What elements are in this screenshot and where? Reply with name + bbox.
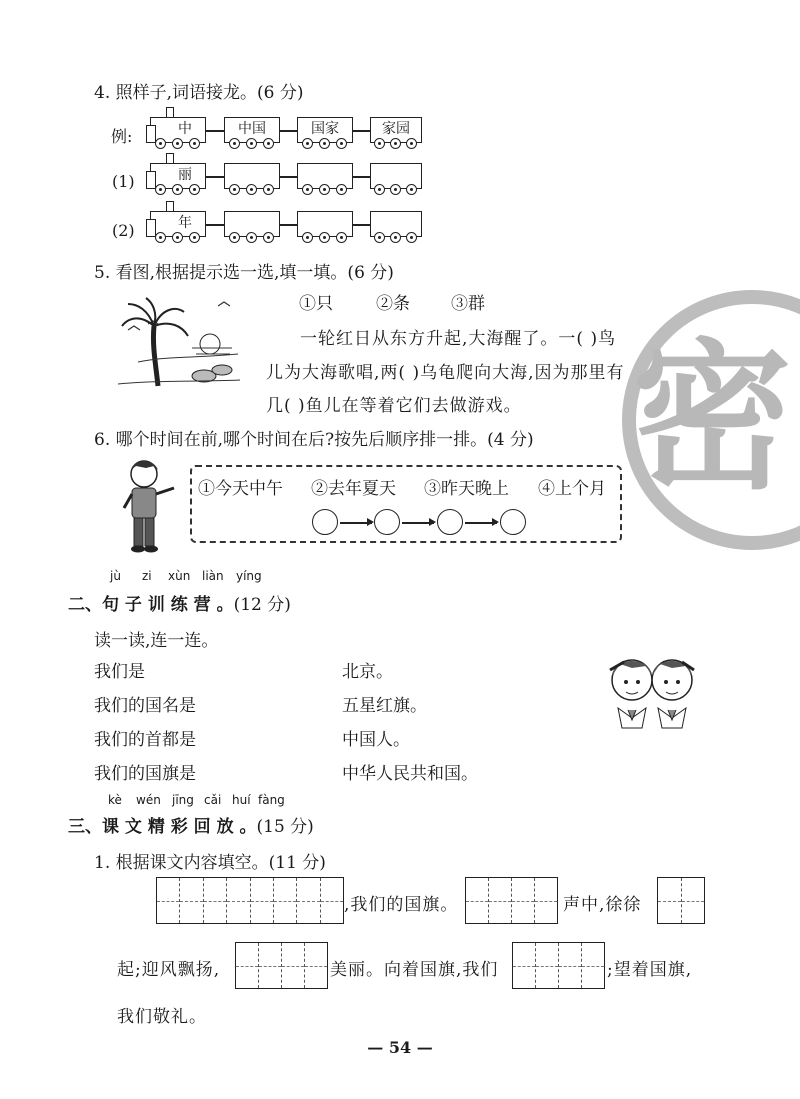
order-circle-4[interactable] bbox=[500, 509, 526, 535]
wheel-icon bbox=[319, 138, 330, 149]
sec2-instruction: 读一读,连一连。 bbox=[94, 631, 219, 651]
sec3-pinyin-5: huí bbox=[232, 793, 251, 807]
wheel-icon bbox=[319, 184, 330, 195]
order-circle-3[interactable] bbox=[437, 509, 463, 535]
wheel-icon bbox=[155, 184, 166, 195]
sec2-left-3: 我们的首都是 bbox=[94, 730, 196, 750]
q5-option-3: ③群 bbox=[451, 294, 485, 314]
wheel-icon bbox=[246, 232, 257, 243]
wheel-icon bbox=[229, 232, 240, 243]
wheel-icon bbox=[302, 138, 313, 149]
fill-grid-3[interactable] bbox=[657, 877, 705, 924]
sec2-right-4: 中华人民共和国。 bbox=[342, 764, 478, 784]
sec2-right-1: 北京。 bbox=[342, 662, 393, 682]
wheel-icon bbox=[263, 138, 274, 149]
sec3-pinyin-1: kè bbox=[108, 793, 122, 807]
sec3-line2-a: 起;迎风飘扬, bbox=[117, 960, 221, 980]
seal-character: 密 bbox=[632, 324, 793, 511]
train-connector bbox=[280, 224, 297, 226]
q5-title: 5. 看图,根据提示选一选,填一填。(6 分) bbox=[94, 263, 394, 283]
wheel-icon bbox=[189, 232, 200, 243]
wheel-icon bbox=[229, 184, 240, 195]
wheel-icon bbox=[172, 138, 183, 149]
sec3-line3: 我们敬礼。 bbox=[117, 1007, 207, 1027]
sec3-sub1: 1. 根据课文内容填空。(11 分) bbox=[94, 853, 326, 873]
fill-grid-2[interactable] bbox=[465, 877, 558, 924]
wheel-icon bbox=[390, 138, 401, 149]
q6-option-1: ①今天中午 bbox=[198, 479, 283, 499]
train-car-word: 年 bbox=[178, 215, 192, 231]
sec3-line1-b: 声中,徐徐 bbox=[563, 895, 642, 915]
sec2-right-3: 中国人。 bbox=[342, 730, 410, 750]
sec3-line2-b: 美丽。向着国旗,我们 bbox=[330, 960, 499, 980]
order-circle-2[interactable] bbox=[374, 509, 400, 535]
wheel-icon bbox=[246, 184, 257, 195]
train-connector bbox=[353, 130, 370, 132]
train-connector bbox=[353, 224, 370, 226]
sec2-left-1: 我们是 bbox=[94, 662, 145, 682]
train-car-word: 丽 bbox=[178, 167, 192, 183]
train-connector bbox=[206, 224, 224, 226]
sec3-pinyin-6: fàng bbox=[258, 793, 285, 807]
wheel-icon bbox=[390, 232, 401, 243]
wheel-icon bbox=[263, 184, 274, 195]
wheel-icon bbox=[336, 232, 347, 243]
wheel-icon bbox=[374, 138, 385, 149]
wheel-icon bbox=[302, 232, 313, 243]
sec3-pinyin-2: wén bbox=[136, 793, 161, 807]
sec2-pinyin-3: xùn bbox=[168, 569, 191, 583]
wheel-icon bbox=[374, 184, 385, 195]
q6-option-4: ④上个月 bbox=[538, 479, 606, 499]
wheel-icon bbox=[246, 138, 257, 149]
train-connector bbox=[206, 130, 224, 132]
train-connector bbox=[280, 176, 297, 178]
sec2-pinyin-5: yíng bbox=[236, 569, 262, 583]
sec2-title: 二、句 子 训 练 营 。(12 分) bbox=[68, 595, 291, 615]
q6-title: 6. 哪个时间在前,哪个时间在后?按先后顺序排一排。(4 分) bbox=[94, 430, 534, 450]
wheel-icon bbox=[172, 184, 183, 195]
wheel-icon bbox=[229, 138, 240, 149]
wheel-icon bbox=[319, 232, 330, 243]
sec3-pinyin-4: cǎi bbox=[204, 793, 222, 807]
sec3-pinyin-3: jīng bbox=[172, 793, 194, 807]
train-car-word: 国家 bbox=[311, 121, 339, 137]
boy-illustration bbox=[118, 456, 180, 556]
q5-option-1: ①只 bbox=[299, 294, 333, 314]
wheel-icon bbox=[336, 138, 347, 149]
sec3-line2-c: ;望着国旗, bbox=[607, 960, 693, 980]
q6-option-2: ②去年夏天 bbox=[311, 479, 396, 499]
train-connector bbox=[206, 176, 224, 178]
wheel-icon bbox=[406, 232, 417, 243]
wheel-icon bbox=[155, 232, 166, 243]
sec2-right-2: 五星红旗。 bbox=[342, 696, 427, 716]
train-connector bbox=[280, 130, 297, 132]
order-circle-1[interactable] bbox=[312, 509, 338, 535]
q5-line-1: 一轮红日从东方升起,大海醒了。一( )鸟 bbox=[300, 329, 617, 349]
wheel-icon bbox=[374, 232, 385, 243]
locomotive-front bbox=[146, 219, 156, 237]
q6-option-3: ③昨天晚上 bbox=[424, 479, 509, 499]
sec3-line1-a: ,我们的国旗。 bbox=[344, 895, 459, 915]
q5-line-3: 几( )鱼儿在等着它们去做游戏。 bbox=[266, 396, 522, 416]
q4-title: 4. 照样子,词语接龙。(6 分) bbox=[94, 83, 304, 103]
sec2-pinyin-2: zi bbox=[142, 569, 152, 583]
saluting-children-illustration bbox=[602, 648, 702, 730]
order-arrow-3 bbox=[465, 522, 497, 524]
sec2-left-4: 我们的国旗是 bbox=[94, 764, 196, 784]
beach-illustration bbox=[118, 296, 240, 388]
locomotive-front bbox=[146, 125, 156, 143]
sec2-pinyin-4: liàn bbox=[202, 569, 224, 583]
wheel-icon bbox=[155, 138, 166, 149]
order-arrow-2 bbox=[402, 522, 434, 524]
wheel-icon bbox=[302, 184, 313, 195]
q5-line-2: 儿为大海歌唱,两( )乌龟爬向大海,因为那里有 bbox=[266, 363, 625, 383]
sec2-left-2: 我们的国名是 bbox=[94, 696, 196, 716]
chimney-icon bbox=[166, 107, 174, 118]
fill-grid-1[interactable] bbox=[156, 877, 344, 924]
q5-option-2: ②条 bbox=[376, 294, 410, 314]
wheel-icon bbox=[406, 184, 417, 195]
wheel-icon bbox=[263, 232, 274, 243]
chimney-icon bbox=[166, 153, 174, 164]
fill-grid-5[interactable] bbox=[512, 942, 605, 989]
wheel-icon bbox=[189, 138, 200, 149]
wheel-icon bbox=[172, 232, 183, 243]
train-car-word: 家园 bbox=[382, 121, 410, 137]
q4-row2-label: (2) bbox=[112, 221, 135, 240]
sec3-title: 三、课 文 精 彩 回 放 。(15 分) bbox=[68, 817, 314, 837]
locomotive-front bbox=[146, 171, 156, 189]
train-car-word: 中 bbox=[178, 121, 192, 137]
sec2-pinyin-1: jù bbox=[110, 569, 121, 583]
train-car-word: 中国 bbox=[238, 121, 266, 137]
q4-example-label: 例: bbox=[111, 127, 133, 146]
chimney-icon bbox=[166, 201, 174, 212]
q4-row1-label: (1) bbox=[112, 172, 135, 191]
train-connector bbox=[353, 176, 370, 178]
order-arrow-1 bbox=[340, 522, 372, 524]
wheel-icon bbox=[390, 184, 401, 195]
fill-grid-4[interactable] bbox=[235, 942, 328, 989]
page-number: — 54 — bbox=[367, 1038, 433, 1057]
wheel-icon bbox=[336, 184, 347, 195]
wheel-icon bbox=[406, 138, 417, 149]
wheel-icon bbox=[189, 184, 200, 195]
